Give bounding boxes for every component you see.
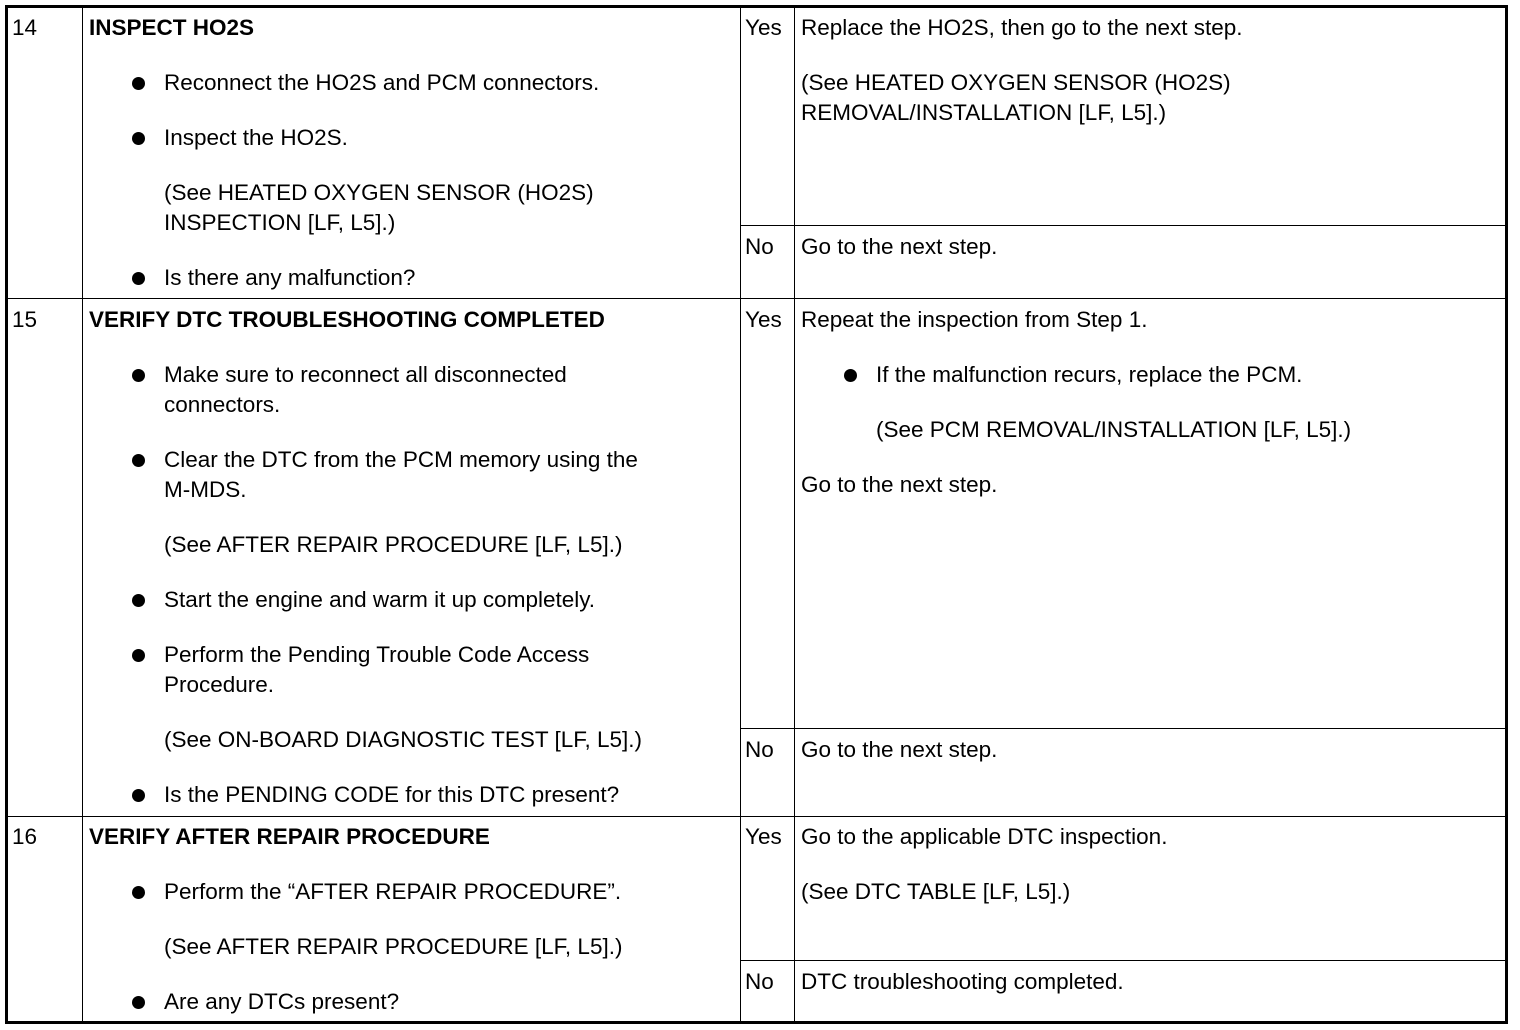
bullet-icon xyxy=(132,272,145,285)
yes-result-text: Replace the HO2S, then go to the next step. xyxy=(801,15,1243,40)
action-item: Reconnect the HO2S and PCM connectors. xyxy=(164,70,600,95)
row-divider-14-15 xyxy=(8,298,1505,299)
reference-text: INSPECTION [LF, L5].) xyxy=(164,210,396,235)
reference-text: (See AFTER REPAIR PROCEDURE [LF, L5].) xyxy=(164,532,623,557)
action-item: Make sure to reconnect all disconnected xyxy=(164,362,567,387)
bullet-icon xyxy=(132,649,145,662)
bullet-icon xyxy=(132,789,145,802)
step-title: INSPECT HO2S xyxy=(89,15,255,40)
action-item: Start the engine and warm it up completely. xyxy=(164,587,596,612)
column-divider-action xyxy=(740,8,741,1021)
action-item: Is the PENDING CODE for this DTC present? xyxy=(164,782,620,807)
action-item: Are any DTCs present? xyxy=(164,989,400,1014)
bullet-icon xyxy=(132,454,145,467)
no-result-text: Go to the next step. xyxy=(801,234,998,259)
reference-text: (See ON-BOARD DIAGNOSTIC TEST [LF, L5].) xyxy=(164,727,643,752)
yes-result-text: Repeat the inspection from Step 1. xyxy=(801,307,1148,332)
bullet-icon xyxy=(132,594,145,607)
step-title: VERIFY DTC TROUBLESHOOTING COMPLETED xyxy=(89,307,605,332)
reference-text: (See HEATED OXYGEN SENSOR (HO2S) xyxy=(164,180,594,205)
bullet-icon xyxy=(132,132,145,145)
column-divider-step xyxy=(82,8,83,1021)
yes-result-text: Go to the next step. xyxy=(801,472,998,497)
no-label: No xyxy=(745,969,774,994)
yes-label: Yes xyxy=(745,824,782,849)
step-number: 14 xyxy=(12,15,38,40)
action-item: Procedure. xyxy=(164,672,275,697)
step-title: VERIFY AFTER REPAIR PROCEDURE xyxy=(89,824,490,849)
yes-label: Yes xyxy=(745,307,782,332)
reference-text: (See DTC TABLE [LF, L5].) xyxy=(801,879,1071,904)
yes-no-divider-14 xyxy=(740,225,1505,226)
yes-result-item: If the malfunction recurs, replace the PCM. xyxy=(876,362,1303,387)
bullet-icon xyxy=(844,369,857,382)
action-item: Clear the DTC from the PCM memory using the xyxy=(164,447,638,472)
bullet-icon xyxy=(132,77,145,90)
step-number: 15 xyxy=(12,307,38,332)
row-divider-15-16 xyxy=(8,816,1505,817)
action-item: connectors. xyxy=(164,392,281,417)
reference-text: REMOVAL/INSTALLATION [LF, L5].) xyxy=(801,100,1167,125)
column-divider-result xyxy=(794,8,795,1021)
reference-text: (See AFTER REPAIR PROCEDURE [LF, L5].) xyxy=(164,934,623,959)
bullet-icon xyxy=(132,996,145,1009)
troubleshooting-table xyxy=(5,5,1508,1024)
reference-text: (See PCM REMOVAL/INSTALLATION [LF, L5].) xyxy=(876,417,1352,442)
no-result-text: Go to the next step. xyxy=(801,737,998,762)
bullet-icon xyxy=(132,369,145,382)
action-item: M-MDS. xyxy=(164,477,247,502)
yes-label: Yes xyxy=(745,15,782,40)
no-label: No xyxy=(745,737,774,762)
step-number: 16 xyxy=(12,824,38,849)
yes-result-text: Go to the applicable DTC inspection. xyxy=(801,824,1168,849)
yes-no-divider-15 xyxy=(740,728,1505,729)
reference-text: (See HEATED OXYGEN SENSOR (HO2S) xyxy=(801,70,1231,95)
yes-no-divider-16 xyxy=(740,960,1505,961)
no-result-text: DTC troubleshooting completed. xyxy=(801,969,1124,994)
action-item: Inspect the HO2S. xyxy=(164,125,348,150)
bullet-icon xyxy=(132,886,145,899)
action-item: Perform the “AFTER REPAIR PROCEDURE”. xyxy=(164,879,622,904)
action-item: Is there any malfunction? xyxy=(164,265,416,290)
action-item: Perform the Pending Trouble Code Access xyxy=(164,642,590,667)
no-label: No xyxy=(745,234,774,259)
